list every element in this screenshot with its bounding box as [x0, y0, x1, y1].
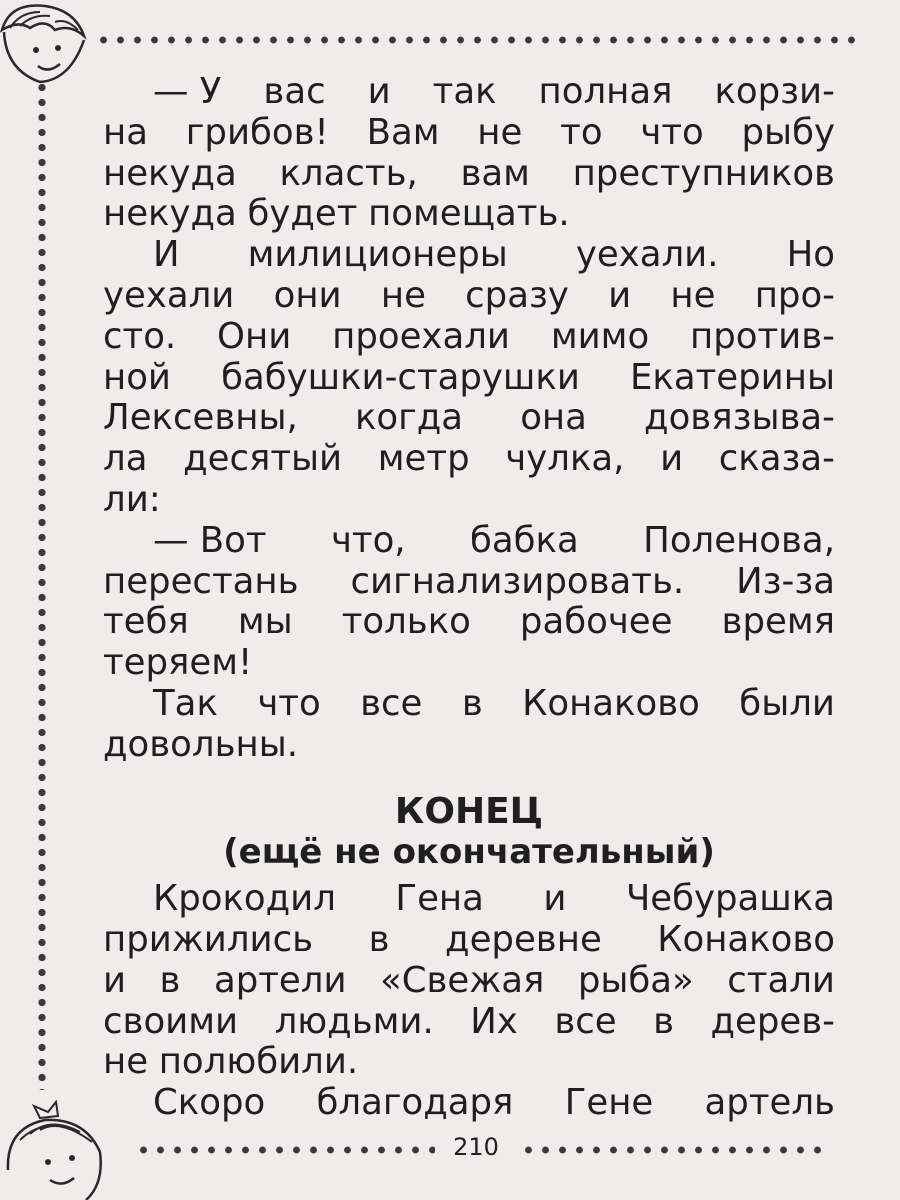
text-line: [103, 521, 835, 562]
word: довязыва-: [644, 397, 835, 439]
word: не: [103, 1041, 149, 1083]
word: и: [660, 438, 684, 480]
word: и: [103, 959, 127, 1001]
text-line: [103, 602, 835, 643]
text-line: [103, 879, 835, 920]
word: тебя: [103, 601, 189, 643]
text-line: [103, 480, 835, 521]
word: полная: [538, 71, 673, 112]
word: сказа-: [718, 438, 835, 480]
word: будет: [247, 193, 358, 235]
text-line: [103, 358, 835, 399]
word: Екатерины: [630, 356, 835, 398]
word: артель: [704, 1082, 835, 1124]
word: сто.: [103, 315, 177, 357]
word: стали: [727, 959, 835, 1001]
word: рабочее: [519, 601, 673, 643]
word: теряем!: [103, 642, 253, 684]
word: они: [273, 274, 342, 316]
word: ли:: [103, 478, 161, 520]
chapter-title: КОНЕЦ: [394, 790, 544, 832]
word: так: [432, 71, 497, 112]
text-line: [103, 194, 835, 235]
dotted-border-left: [32, 80, 52, 1090]
girl-face-icon: [0, 1100, 110, 1200]
word: были: [739, 682, 835, 724]
word: Вам: [366, 111, 440, 153]
word: Конаково: [522, 682, 700, 724]
text-line: [103, 439, 835, 480]
word: некуда: [103, 193, 237, 235]
word: перестань: [103, 560, 299, 602]
word: про-: [754, 274, 835, 316]
word: Конаково: [657, 918, 835, 960]
text-line: [103, 562, 835, 603]
word: в: [368, 918, 390, 960]
word: И: [153, 234, 180, 276]
word: в: [653, 1000, 675, 1042]
word: в: [159, 959, 181, 1001]
word: милиционеры: [247, 234, 508, 276]
word: грибов!: [185, 111, 329, 153]
text-line: [103, 920, 835, 961]
word: Скоро: [153, 1082, 266, 1124]
word: то: [560, 111, 603, 153]
word: не: [380, 274, 426, 316]
word: класть,: [279, 152, 418, 194]
word: все: [554, 1000, 617, 1042]
word: благодаря: [316, 1082, 514, 1124]
text-line: [103, 725, 835, 766]
word: когда: [354, 397, 464, 439]
dotted-border-bottom-left: [135, 1140, 435, 1160]
word: сразу: [465, 274, 569, 316]
word: уехали.: [575, 234, 719, 276]
text-line: [103, 961, 835, 1002]
word: Лексевны,: [103, 397, 298, 439]
word: бабушки-старушки: [221, 356, 580, 398]
word: и: [608, 274, 632, 316]
word: проехали: [332, 315, 510, 357]
word: довольны.: [103, 723, 299, 765]
word: полюбили.: [158, 1041, 359, 1083]
text-line: [103, 684, 835, 725]
word: ла: [103, 438, 148, 480]
text-line: [103, 235, 835, 276]
text-line: [103, 1002, 835, 1043]
text-line: [103, 72, 835, 113]
word: Но: [786, 234, 835, 276]
word: прижились: [103, 918, 314, 960]
word: Из-за: [736, 560, 835, 602]
word: метр: [377, 438, 470, 480]
page-number: 210: [453, 1133, 499, 1161]
text-line: [103, 1083, 835, 1124]
word: вас: [263, 71, 326, 112]
word: преступников: [572, 152, 835, 194]
word: против-: [690, 315, 835, 357]
word: мимо: [550, 315, 650, 357]
word: Крокодил: [153, 878, 336, 920]
word: Чебурашка: [625, 878, 835, 920]
chapter-subtitle: (ещё не окончательный): [223, 832, 715, 873]
word: бабка: [470, 519, 579, 561]
text-line: [103, 398, 835, 439]
word: что,: [330, 519, 406, 561]
word: мы: [237, 601, 293, 643]
text-line: [103, 154, 835, 195]
word: деревне: [445, 918, 602, 960]
word: артели: [213, 959, 347, 1001]
word: и: [367, 71, 391, 112]
word: что: [640, 111, 704, 153]
word: Они: [217, 315, 292, 357]
text-line: [103, 276, 835, 317]
word: Гена: [395, 878, 484, 920]
word: не: [670, 274, 716, 316]
dotted-border-bottom-right: [520, 1140, 830, 1160]
word: некуда: [103, 152, 237, 194]
word: сигнализировать.: [350, 560, 685, 602]
word: что: [257, 682, 321, 724]
word: корзи-: [714, 71, 835, 112]
page-text: [103, 72, 835, 1124]
word: чулка,: [505, 438, 625, 480]
word: ной: [103, 356, 172, 398]
word: только: [341, 601, 471, 643]
word: десятый: [183, 438, 343, 480]
word: рыбу: [741, 111, 835, 153]
word: своими: [103, 1000, 239, 1042]
word: она: [520, 397, 587, 439]
word: и: [543, 878, 567, 920]
word: «Свежая: [380, 959, 545, 1001]
word: Так: [153, 682, 218, 724]
word: рыба»: [577, 959, 694, 1001]
word: дерев-: [710, 1000, 835, 1042]
word: Их: [470, 1000, 518, 1042]
word: Поленова,: [643, 519, 835, 561]
text-line: [103, 1042, 835, 1083]
text-line: [103, 643, 835, 684]
word: на: [103, 111, 148, 153]
word: вам: [460, 152, 530, 194]
word: помещать.: [368, 193, 570, 235]
word: в: [461, 682, 483, 724]
dotted-border-top: [95, 30, 855, 50]
word: — Вот: [153, 519, 267, 561]
text-line: [103, 317, 835, 358]
word: все: [360, 682, 423, 724]
word: не: [477, 111, 523, 153]
word: уехали: [103, 274, 235, 316]
word: время: [721, 601, 835, 643]
word: людьми.: [274, 1000, 434, 1042]
word: — У: [153, 71, 222, 112]
text-line: [103, 113, 835, 154]
word: Гене: [564, 1082, 654, 1124]
